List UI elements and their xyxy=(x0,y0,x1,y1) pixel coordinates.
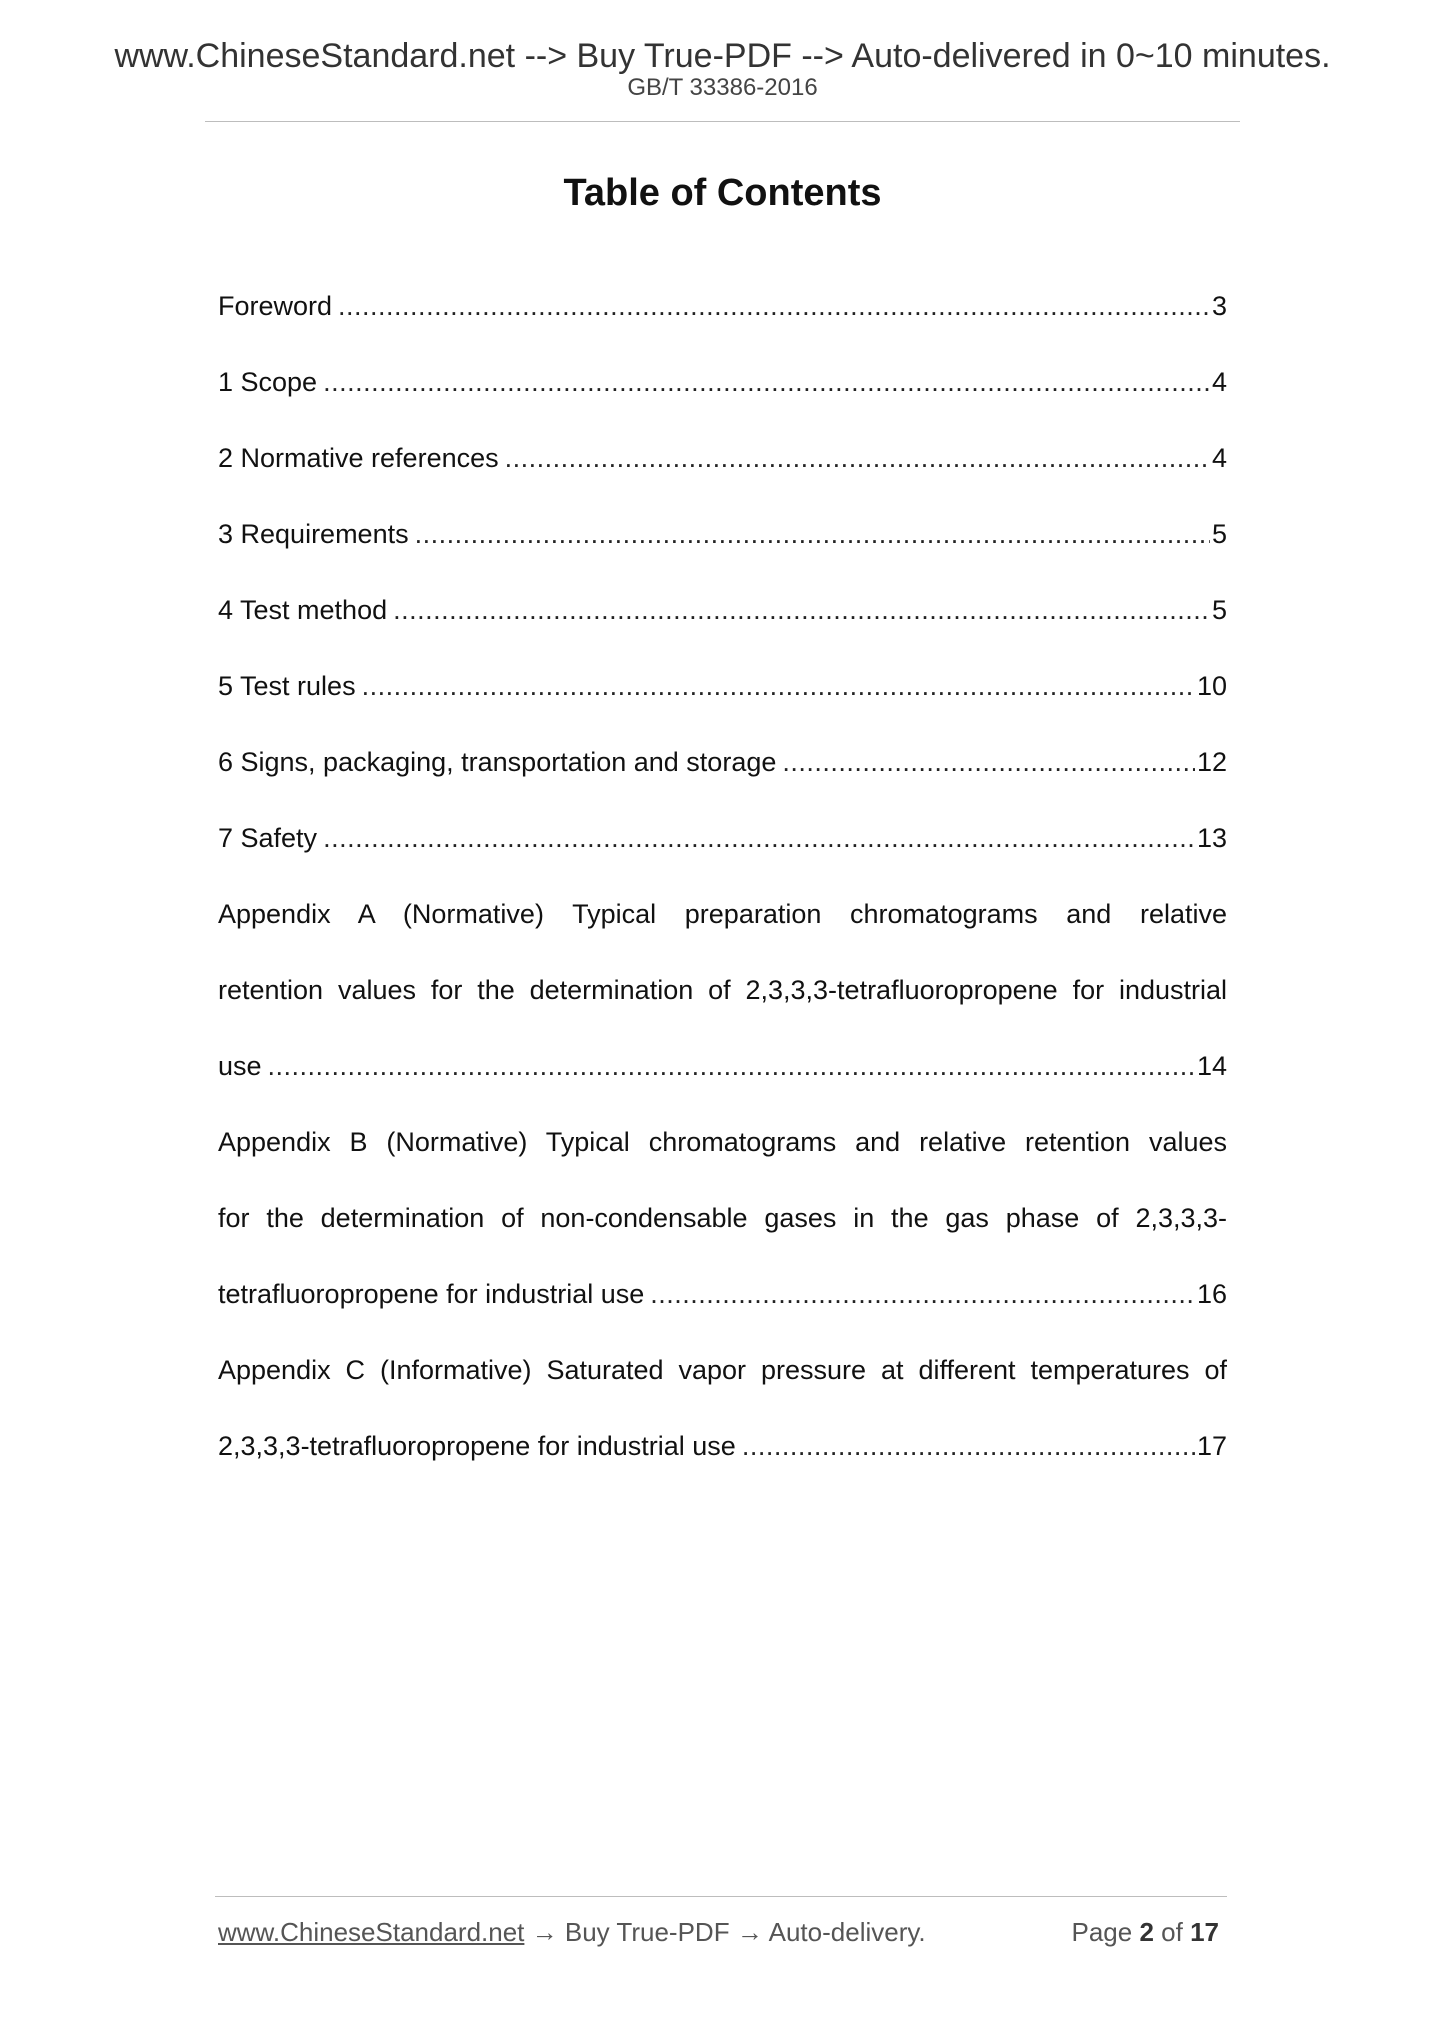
toc-leader-dots xyxy=(338,286,1210,326)
toc-page-number: 5 xyxy=(1211,519,1227,549)
toc-page-number: 5 xyxy=(1211,595,1227,625)
toc-entry-title-line: for the determination of non-condensable gases in the gas phase of 2,3,3,3- xyxy=(218,1203,1227,1233)
top-banner: www.ChineseStandard.net --> Buy True-PDF --> Auto-delivered in 0~10 minutes. xyxy=(114,37,1331,75)
toc-entry-title-line: Appendix A (Normative) Typical preparation chromatograms and relative xyxy=(218,899,1227,929)
toc-entry-title: 4 Test method xyxy=(218,595,388,625)
toc-entry-appendix-a[interactable] xyxy=(218,894,1227,1122)
toc-page-number: 14 xyxy=(1196,1051,1227,1081)
toc-entry-title: Foreword xyxy=(218,291,333,321)
toc-entry-title-line: use xyxy=(218,1051,262,1081)
page-of-label: of xyxy=(1161,1917,1183,1947)
toc-entry-scope[interactable] xyxy=(218,362,1227,438)
toc-entry-normative-references[interactable] xyxy=(218,438,1227,514)
toc-entry-title-line: tetrafluoropropene for industrial use xyxy=(218,1279,645,1309)
toc-page-number: 16 xyxy=(1196,1279,1227,1309)
toc-leader-dots xyxy=(415,514,1210,554)
toc-entry-title: 6 Signs, packaging, transportation and storage xyxy=(218,747,777,777)
toc-leader-dots xyxy=(650,1274,1195,1314)
toc-entry-requirements[interactable] xyxy=(218,514,1227,590)
toc-entry-test-method[interactable] xyxy=(218,590,1227,666)
footer-promo xyxy=(218,1916,926,1948)
toc-page-number: 10 xyxy=(1196,671,1227,701)
toc-entry-appendix-b[interactable] xyxy=(218,1122,1227,1350)
toc-page-number: 4 xyxy=(1211,367,1227,397)
toc-entry-title: 1 Scope xyxy=(218,367,318,397)
toc-entry-title-line: retention values for the determination of 2,3,3,3-tetrafluoropropene for industrial xyxy=(218,975,1227,1005)
toc-leader-dots xyxy=(505,438,1210,478)
toc-leader-dots xyxy=(362,666,1195,706)
toc-entry-safety[interactable] xyxy=(218,818,1227,894)
header-divider xyxy=(205,121,1240,122)
total-pages-number: 17 xyxy=(1190,1917,1219,1947)
toc-entry-title: 5 Test rules xyxy=(218,671,356,701)
footer-divider xyxy=(215,1896,1227,1897)
toc-leader-dots xyxy=(323,818,1195,858)
toc-page-number: 13 xyxy=(1196,823,1227,853)
toc-entry-test-rules[interactable] xyxy=(218,666,1227,742)
toc-page-number: 3 xyxy=(1211,291,1227,321)
toc-entry-title-line: Appendix B (Normative) Typical chromatograms and relative retention values xyxy=(218,1127,1227,1157)
toc-entry-foreword[interactable] xyxy=(218,286,1227,362)
arrow-right-icon: → xyxy=(736,1917,763,1947)
footer-buy-text: Buy True-PDF xyxy=(564,1917,730,1947)
toc-leader-dots xyxy=(782,742,1195,782)
toc-leader-dots xyxy=(742,1426,1195,1466)
toc-entry-title-line: 2,3,3,3-tetrafluoropropene for industrial use xyxy=(218,1431,736,1461)
toc-entry-title: 2 Normative references xyxy=(218,443,499,473)
page-label: Page xyxy=(1071,1917,1133,1947)
toc-entry-appendix-c[interactable] xyxy=(218,1350,1227,1502)
toc-entry-title-line: Appendix C (Informative) Saturated vapor pressure at different temperatures of xyxy=(218,1355,1227,1385)
toc-entry-signs-packaging[interactable] xyxy=(218,742,1227,818)
current-page-number: 2 xyxy=(1139,1917,1154,1947)
toc-entry-title: 3 Requirements xyxy=(218,519,409,549)
footer-delivery-text: Auto-delivery. xyxy=(768,1917,926,1947)
document-code: GB/T 33386-2016 xyxy=(627,74,818,101)
toc-leader-dots xyxy=(268,1046,1195,1086)
arrow-right-icon: → xyxy=(531,1917,558,1947)
page-indicator xyxy=(1071,1916,1219,1948)
toc-page-number: 17 xyxy=(1196,1431,1227,1461)
page-title: Table of Contents xyxy=(563,172,882,214)
toc-page-number: 12 xyxy=(1196,747,1227,777)
toc-page-number: 4 xyxy=(1211,443,1227,473)
toc-leader-dots xyxy=(393,590,1210,630)
table-of-contents xyxy=(218,286,1227,1502)
toc-entry-title: 7 Safety xyxy=(218,823,318,853)
footer-website-link[interactable]: www.ChineseStandard.net xyxy=(218,1917,525,1947)
toc-leader-dots xyxy=(323,362,1210,402)
